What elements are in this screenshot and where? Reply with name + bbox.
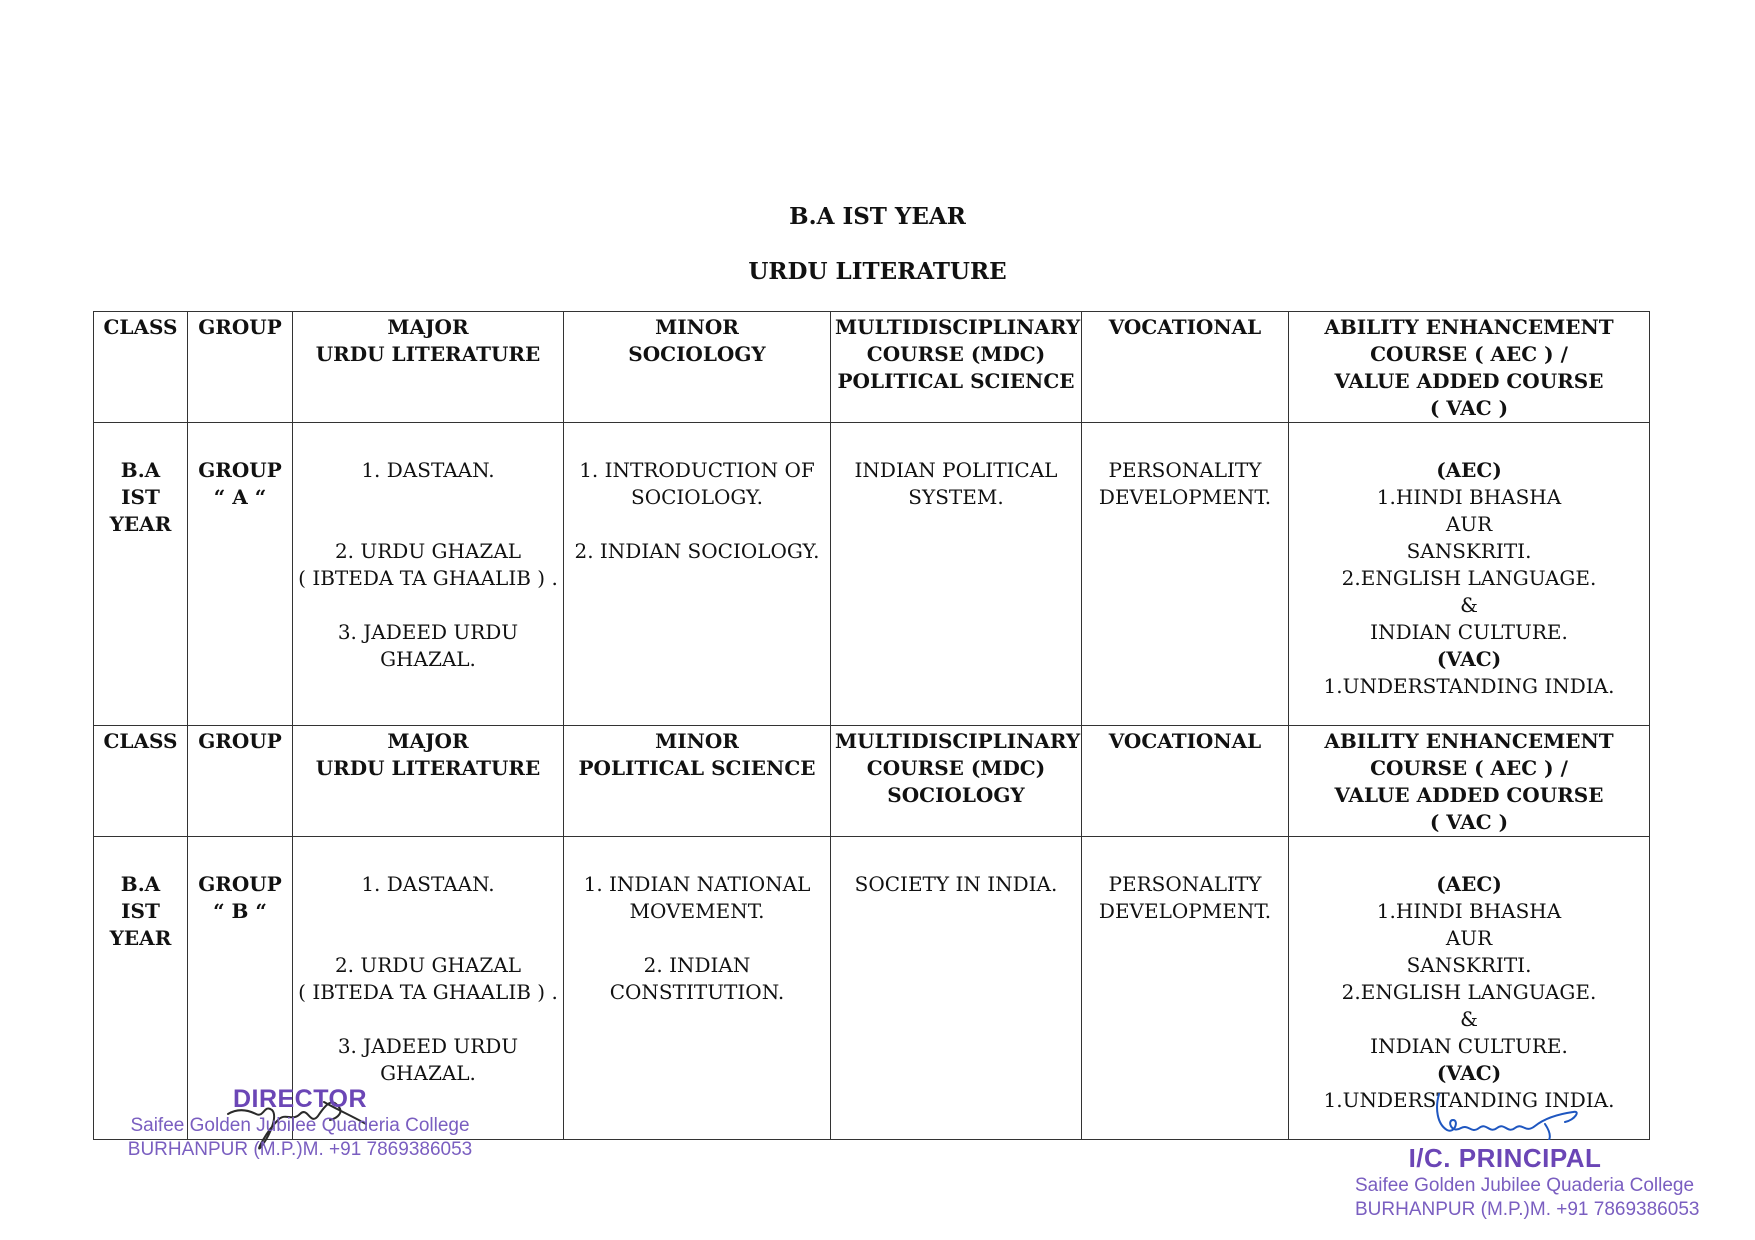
cell-line: “ B “ bbox=[213, 899, 267, 923]
cell-line: COURSE (MDC) bbox=[866, 342, 1046, 366]
principal-college: Saifee Golden Jubilee Quaderia College bbox=[1355, 1175, 1695, 1196]
cell-line bbox=[297, 1006, 559, 1033]
cell-mdc bbox=[831, 837, 1082, 1140]
cell-vocational bbox=[1082, 423, 1289, 726]
cell-line: (AEC) bbox=[1436, 458, 1502, 482]
page-subtitle: URDU LITERATURE bbox=[748, 258, 1007, 285]
cell-line: SANSKRITI. bbox=[1406, 953, 1532, 977]
header-cell-class bbox=[94, 726, 188, 837]
cell-line: GROUP bbox=[198, 872, 282, 896]
cell-line: GROUP bbox=[198, 458, 282, 482]
cell-line: DEVELOPMENT. bbox=[1098, 899, 1272, 923]
principal-signature bbox=[1425, 1090, 1585, 1140]
cell-line: ( VAC ) bbox=[1429, 396, 1509, 420]
cell-line: URDU LITERATURE bbox=[315, 756, 541, 780]
cell-line: 1.UNDERSTANDING INDIA. bbox=[1323, 674, 1615, 698]
cell-line: MAJOR bbox=[387, 729, 469, 753]
cell-line: ( VAC ) bbox=[1429, 810, 1509, 834]
header-cell-class bbox=[94, 312, 188, 423]
header-cell-minor bbox=[564, 726, 831, 837]
header-cell-group bbox=[188, 726, 293, 837]
header-cell-vocational bbox=[1082, 312, 1289, 423]
cell-line: (AEC) bbox=[1436, 872, 1502, 896]
header-cell-vocational bbox=[1082, 726, 1289, 837]
cell-line: 2. URDU GHAZAL bbox=[334, 953, 522, 977]
cell-line: CLASS bbox=[103, 315, 178, 339]
cell-line: MOVEMENT. bbox=[629, 899, 765, 923]
cell-line: SOCIOLOGY bbox=[887, 783, 1025, 807]
director-address: BURHANPUR (M.P.)M. +91 7869386053 bbox=[127, 1139, 473, 1160]
cell-class bbox=[94, 423, 188, 726]
cell-mdc bbox=[831, 423, 1082, 726]
cell-line: INDIAN POLITICAL bbox=[854, 458, 1058, 482]
cell-line: AUR bbox=[1445, 926, 1493, 950]
cell-line: YEAR bbox=[109, 512, 172, 536]
cell-line: COURSE ( AEC ) / bbox=[1370, 342, 1568, 366]
cell-line: 1.HINDI BHASHA bbox=[1376, 485, 1562, 509]
cell-line: “ A “ bbox=[213, 485, 267, 509]
cell-line: PERSONALITY bbox=[1108, 458, 1262, 482]
principal-address: BURHANPUR (M.P.)M. +91 7869386053 bbox=[1355, 1199, 1700, 1220]
cell-line: GHAZAL. bbox=[380, 647, 476, 671]
cell-line bbox=[297, 592, 559, 619]
cell-line: INDIAN CULTURE. bbox=[1370, 620, 1568, 644]
director-stamp bbox=[125, 1085, 475, 1162]
principal-title: I/C. PRINCIPAL bbox=[1408, 1143, 1602, 1173]
cell-line: PERSONALITY bbox=[1108, 872, 1262, 896]
cell-line: VALUE ADDED COURSE bbox=[1334, 369, 1604, 393]
cell-line: B.A bbox=[120, 458, 161, 482]
cell-line: COURSE ( AEC ) / bbox=[1370, 756, 1568, 780]
cell-line: 1. DASTAAN. bbox=[361, 458, 495, 482]
header-cell-major bbox=[293, 312, 564, 423]
cell-line: 3. JADEED URDU bbox=[337, 1034, 519, 1058]
cell-line: IST bbox=[121, 899, 160, 923]
cell-line: ( IBTEDA TA GHAALIB ) . bbox=[298, 980, 558, 1004]
cell-line: COURSE (MDC) bbox=[866, 756, 1046, 780]
cell-line: ABILITY ENHANCEMENT bbox=[1324, 315, 1614, 339]
cell-line: 2.ENGLISH LANGUAGE. bbox=[1341, 980, 1597, 1004]
cell-line: 3. JADEED URDU bbox=[337, 620, 519, 644]
cell-group bbox=[188, 423, 293, 726]
cell-line: CONSTITUTION. bbox=[609, 980, 785, 1004]
cell-line: SOCIETY IN INDIA. bbox=[854, 872, 1058, 896]
cell-line: (VAC) bbox=[1436, 647, 1502, 671]
cell-line: 2. INDIAN bbox=[643, 953, 751, 977]
cell-line: SANSKRITI. bbox=[1406, 539, 1532, 563]
cell-line: (VAC) bbox=[1436, 1061, 1502, 1085]
cell-line bbox=[297, 511, 559, 538]
cell-line: VALUE ADDED COURSE bbox=[1334, 783, 1604, 807]
cell-major bbox=[293, 423, 564, 726]
cell-line: ( IBTEDA TA GHAALIB ) . bbox=[298, 566, 558, 590]
cell-line: ABILITY ENHANCEMENT bbox=[1324, 729, 1614, 753]
cell-line: POLITICAL SCIENCE bbox=[578, 756, 816, 780]
syllabus-table bbox=[93, 311, 1650, 1140]
cell-aec-vac bbox=[1289, 423, 1650, 726]
cell-line: 2.ENGLISH LANGUAGE. bbox=[1341, 566, 1597, 590]
cell-line: 2. URDU GHAZAL bbox=[334, 539, 522, 563]
cell-line: POLITICAL SCIENCE bbox=[837, 369, 1075, 393]
cell-line: DEVELOPMENT. bbox=[1098, 485, 1272, 509]
cell-line: CLASS bbox=[103, 729, 178, 753]
cell-line: YEAR bbox=[109, 926, 172, 950]
cell-line: SYSTEM. bbox=[908, 485, 1004, 509]
cell-line bbox=[297, 925, 559, 952]
cell-line: 1.HINDI BHASHA bbox=[1376, 899, 1562, 923]
cell-line: 1. INTRODUCTION OF bbox=[579, 458, 815, 482]
header-cell-mdc bbox=[831, 312, 1082, 423]
cell-line: 1. INDIAN NATIONAL bbox=[583, 872, 811, 896]
table-row bbox=[94, 423, 1650, 726]
director-college: Saifee Golden Jubilee Quaderia College bbox=[130, 1115, 470, 1136]
cell-minor bbox=[564, 837, 831, 1140]
header-cell-minor bbox=[564, 312, 831, 423]
cell-line: GHAZAL. bbox=[380, 1061, 476, 1085]
table-header-row bbox=[94, 312, 1650, 423]
header-cell-mdc bbox=[831, 726, 1082, 837]
syllabus-table-body bbox=[94, 312, 1650, 1140]
cell-line: SOCIOLOGY bbox=[628, 342, 766, 366]
cell-line: GROUP bbox=[198, 729, 282, 753]
cell-line: SOCIOLOGY. bbox=[631, 485, 763, 509]
page-title: B.A IST YEAR bbox=[789, 203, 966, 230]
cell-line: MINOR bbox=[655, 315, 739, 339]
cell-line: GROUP bbox=[198, 315, 282, 339]
cell-line: VOCATIONAL bbox=[1108, 315, 1262, 339]
header-cell-aec-vac bbox=[1289, 312, 1650, 423]
cell-line bbox=[568, 925, 826, 952]
cell-line: INDIAN CULTURE. bbox=[1370, 1034, 1568, 1058]
table-header-row bbox=[94, 726, 1650, 837]
cell-line: MAJOR bbox=[387, 315, 469, 339]
cell-line: VOCATIONAL bbox=[1108, 729, 1262, 753]
header-cell-major bbox=[293, 726, 564, 837]
cell-line: B.A bbox=[120, 872, 161, 896]
cell-line: IST bbox=[121, 485, 160, 509]
cell-line bbox=[297, 484, 559, 511]
director-title: DIRECTOR bbox=[232, 1085, 368, 1113]
cell-line: 2. INDIAN SOCIOLOGY. bbox=[574, 539, 820, 563]
cell-line: & bbox=[1460, 593, 1478, 617]
header-cell-aec-vac bbox=[1289, 726, 1650, 837]
cell-line: 1. DASTAAN. bbox=[361, 872, 495, 896]
cell-line: AUR bbox=[1445, 512, 1493, 536]
cell-line: & bbox=[1460, 1007, 1478, 1031]
cell-line bbox=[568, 511, 826, 538]
header-cell-group bbox=[188, 312, 293, 423]
cell-vocational bbox=[1082, 837, 1289, 1140]
cell-line: MULTIDISCIPLINARY bbox=[835, 729, 1081, 753]
cell-line: 1.UNDERSTANDING INDIA. bbox=[1323, 1088, 1615, 1112]
cell-line: MINOR bbox=[655, 729, 739, 753]
cell-minor bbox=[564, 423, 831, 726]
principal-stamp bbox=[1355, 1143, 1700, 1222]
cell-line bbox=[297, 898, 559, 925]
cell-line: MULTIDISCIPLINARY bbox=[835, 315, 1081, 339]
cell-line: URDU LITERATURE bbox=[315, 342, 541, 366]
